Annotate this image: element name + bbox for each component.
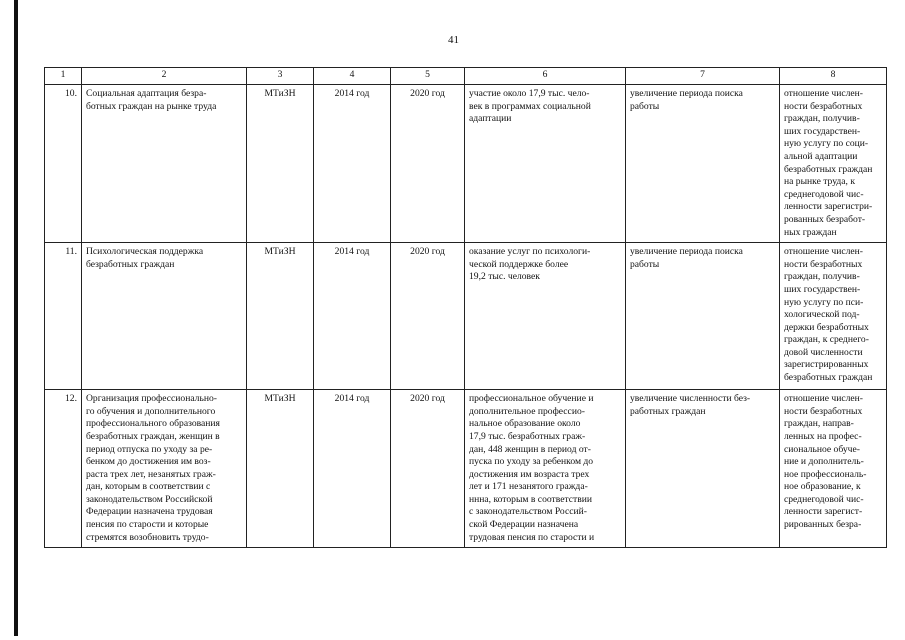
result-line: оказание услуг по психологи-	[469, 246, 591, 258]
result-cell	[465, 85, 626, 243]
result-cell	[465, 390, 626, 548]
table-row	[45, 85, 887, 243]
result-line: 17,9 тыс. безработных граж-	[469, 430, 586, 442]
measure-line: го обучения и дополнительного	[86, 405, 216, 417]
measure-line: бенком до достижения им воз-	[86, 456, 211, 468]
result-line: нальное образование около	[469, 418, 581, 430]
indicator-line: ленности зарегистри-	[784, 201, 873, 213]
indicator-line: ности безработных	[784, 405, 863, 417]
indicator-line: отношение числен-	[784, 88, 863, 99]
result-line: ской Федерации назначена	[469, 519, 579, 531]
result-line: достижения им возраста трех	[469, 468, 590, 480]
indicator-line: хологической под-	[784, 309, 860, 321]
indicator-line: граждан, направ-	[784, 418, 854, 430]
effect-line: увеличение периода поиска	[630, 246, 743, 258]
executor-cell: МТиЗН	[247, 243, 314, 390]
effect-cell	[626, 390, 780, 548]
indicator-cell	[780, 390, 887, 548]
result-line: профессиональное обучение и	[469, 393, 594, 405]
end-year-cell: 2020 год	[391, 243, 465, 390]
page-number: 41	[448, 34, 459, 46]
indicator-line: зарегистрированных	[784, 359, 869, 371]
effect-cell	[626, 243, 780, 390]
table-row	[45, 390, 887, 548]
indicator-line: ную услугу по соци-	[784, 138, 869, 150]
indicator-line: среднегодовой чис-	[784, 493, 864, 505]
row-number: 10.	[45, 85, 82, 243]
result-cell	[465, 243, 626, 390]
scan-edge-bar	[14, 0, 18, 636]
column-header: 5	[391, 68, 465, 85]
indicator-line: граждан, получив-	[784, 271, 860, 283]
effect-line: увеличение периода поиска	[630, 88, 743, 99]
measure-cell	[82, 243, 247, 390]
column-header: 1	[45, 68, 82, 85]
indicator-line: отношение числен-	[784, 246, 863, 258]
indicator-cell	[780, 85, 887, 243]
row-number: 11.	[45, 243, 82, 390]
result-line: ннна, которым в соответствии	[469, 493, 593, 505]
effect-cell	[626, 85, 780, 243]
column-header: 6	[465, 68, 626, 85]
indicator-line: ное профессиональ-	[784, 468, 867, 480]
indicator-cell	[780, 243, 887, 390]
indicator-line: сиональное обуче-	[784, 443, 860, 455]
measure-line: безработных граждан, женщин в	[86, 430, 220, 442]
result-line: дан, 448 женщин в период от-	[469, 443, 591, 455]
effect-line: работных граждан	[630, 405, 706, 417]
column-header: 4	[314, 68, 391, 85]
start-year-cell: 2014 год	[314, 85, 391, 243]
indicator-line: ную услугу по пси-	[784, 296, 864, 308]
indicator-line: на рынке труда, к	[784, 176, 856, 188]
indicator-line: ние и дополнитель-	[784, 456, 864, 468]
indicator-line: ленных на профес-	[784, 430, 862, 442]
indicator-line: альной адаптации	[784, 150, 858, 162]
result-line: адаптации	[469, 113, 512, 125]
indicator-line: ших государствен-	[784, 125, 861, 137]
effect-line: работы	[630, 258, 660, 270]
measure-line: ботных граждан на рынке труда	[86, 100, 217, 112]
table-row	[45, 243, 887, 390]
indicator-line: безработных граждан	[784, 372, 873, 384]
result-line: 19,2 тыс. человек	[469, 271, 540, 283]
effect-line: увеличение численности без-	[630, 393, 751, 405]
measure-line: профессионального образования	[86, 418, 220, 430]
indicator-line: ное образование, к	[784, 481, 861, 493]
indicator-line: ности безработных	[784, 258, 863, 270]
start-year-cell: 2014 год	[314, 243, 391, 390]
column-number-row	[45, 68, 887, 85]
indicator-line: довой численности	[784, 346, 863, 358]
result-line: трудовая пенсия по старости и	[469, 531, 595, 543]
measure-line: пенсия по старости и которые	[86, 519, 209, 531]
indicator-line: граждан, к среднего-	[784, 334, 869, 346]
column-header: 7	[626, 68, 780, 85]
measure-line: раста трех лет, незанятых граж-	[86, 468, 216, 480]
indicator-line: рированных безра-	[784, 519, 862, 531]
measure-line: Социальная адаптация безра-	[86, 88, 207, 99]
result-line: век в программах социальной	[469, 100, 591, 112]
result-line: дополнительное профессио-	[469, 405, 585, 417]
measure-line: Федерации назначена трудовая	[86, 506, 213, 518]
indicator-line: отношение числен-	[784, 393, 863, 405]
indicator-line: ных граждан	[784, 226, 837, 238]
end-year-cell: 2020 год	[391, 390, 465, 548]
result-line: пуска по уходу за ребенком до	[469, 456, 594, 468]
result-line: участие около 17,9 тыс. чело-	[469, 88, 590, 99]
indicator-line: ших государствен-	[784, 283, 861, 295]
end-year-cell: 2020 год	[391, 85, 465, 243]
measure-line: Организация профессионально-	[86, 393, 217, 405]
effect-line: работы	[630, 100, 660, 112]
indicator-line: граждан, получив-	[784, 113, 860, 125]
measures-table	[44, 67, 887, 548]
result-line: с законодательством Россий-	[469, 506, 587, 518]
indicator-line: держки безработных	[784, 321, 869, 333]
measure-line: Психологическая поддержка	[86, 246, 204, 258]
column-header: 2	[82, 68, 247, 85]
measure-cell	[82, 85, 247, 243]
column-header: 3	[247, 68, 314, 85]
indicator-line: среднегодовой чис-	[784, 188, 864, 200]
column-header: 8	[780, 68, 887, 85]
measure-line: безработных граждан	[86, 258, 175, 270]
row-number: 12.	[45, 390, 82, 548]
measure-line: период отпуска по уходу за ре-	[86, 443, 213, 455]
indicator-line: безработных граждан	[784, 163, 873, 175]
start-year-cell: 2014 год	[314, 390, 391, 548]
measure-line: законодательством Российской	[86, 493, 213, 505]
measure-line: дан, которым в соответствии с	[86, 481, 211, 493]
result-line: ческой поддержке более	[469, 258, 569, 270]
measure-line: стремятся возобновить трудо-	[86, 531, 209, 543]
executor-cell: МТиЗН	[247, 390, 314, 548]
measure-cell	[82, 390, 247, 548]
result-line: лет и 171 незанятого гражда-	[469, 481, 588, 493]
indicator-line: рованных безработ-	[784, 213, 866, 225]
executor-cell: МТиЗН	[247, 85, 314, 243]
indicator-line: ленности зарегист-	[784, 506, 863, 518]
indicator-line: ности безработных	[784, 100, 863, 112]
